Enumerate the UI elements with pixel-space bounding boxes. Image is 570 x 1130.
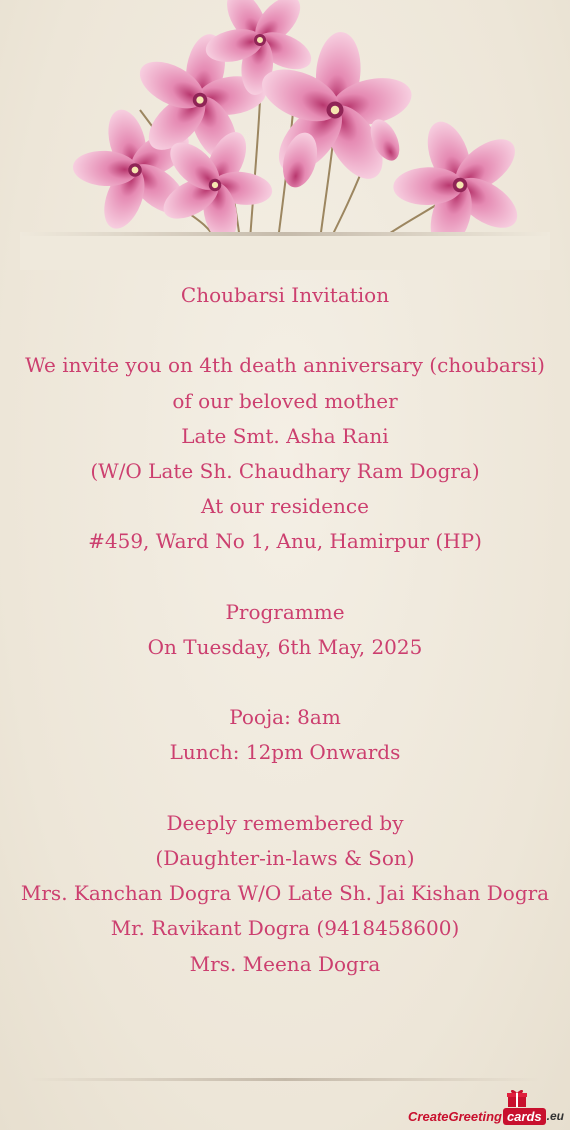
remembered-relation: (Daughter-in-laws & Son) — [155, 846, 415, 870]
deceased-relation: (W/O Late Sh. Chaudhary Ram Dogra) — [90, 458, 480, 483]
deceased-name: Late Smt. Asha Rani — [181, 423, 389, 448]
remembered-name-3: Mrs. Meena Dogra — [189, 951, 381, 976]
remembered-heading: Deeply remembered by — [166, 810, 404, 835]
invite-line-1: We invite you on 4th death anniversary (choubarsi) — [25, 353, 545, 378]
remembered-name-1: Mrs. Kanchan Dogra W/O Late Sh. Jai Kishan Dogra — [20, 881, 550, 906]
pink-flowers-illustration — [0, 0, 570, 270]
brand-watermark[interactable] — [408, 1104, 564, 1128]
bottom-divider — [30, 1078, 540, 1081]
pooja-time: Pooja: 8am — [229, 705, 341, 730]
card-title: Choubarsi Invitation — [180, 283, 390, 307]
brand-text-part2: cards — [503, 1108, 546, 1125]
programme-heading: Programme — [225, 599, 345, 624]
invite-line-2: of our beloved mother — [172, 388, 398, 413]
venue-heading: At our residence — [201, 494, 369, 519]
venue-address: #459, Ward No 1, Anu, Hamirpur (HP) — [88, 529, 482, 554]
invitation-text — [0, 278, 570, 982]
brand-text-part3: .eu — [546, 1109, 564, 1123]
lunch-time: Lunch: 12pm Onwards — [169, 740, 401, 765]
programme-date: On Tuesday, 6th May, 2025 — [147, 634, 423, 659]
remembered-name-2: Mr. Ravikant Dogra (9418458600) — [110, 916, 460, 941]
pocket-edge-divider — [20, 232, 550, 236]
brand-text-part1: CreateGreeting — [408, 1108, 502, 1124]
